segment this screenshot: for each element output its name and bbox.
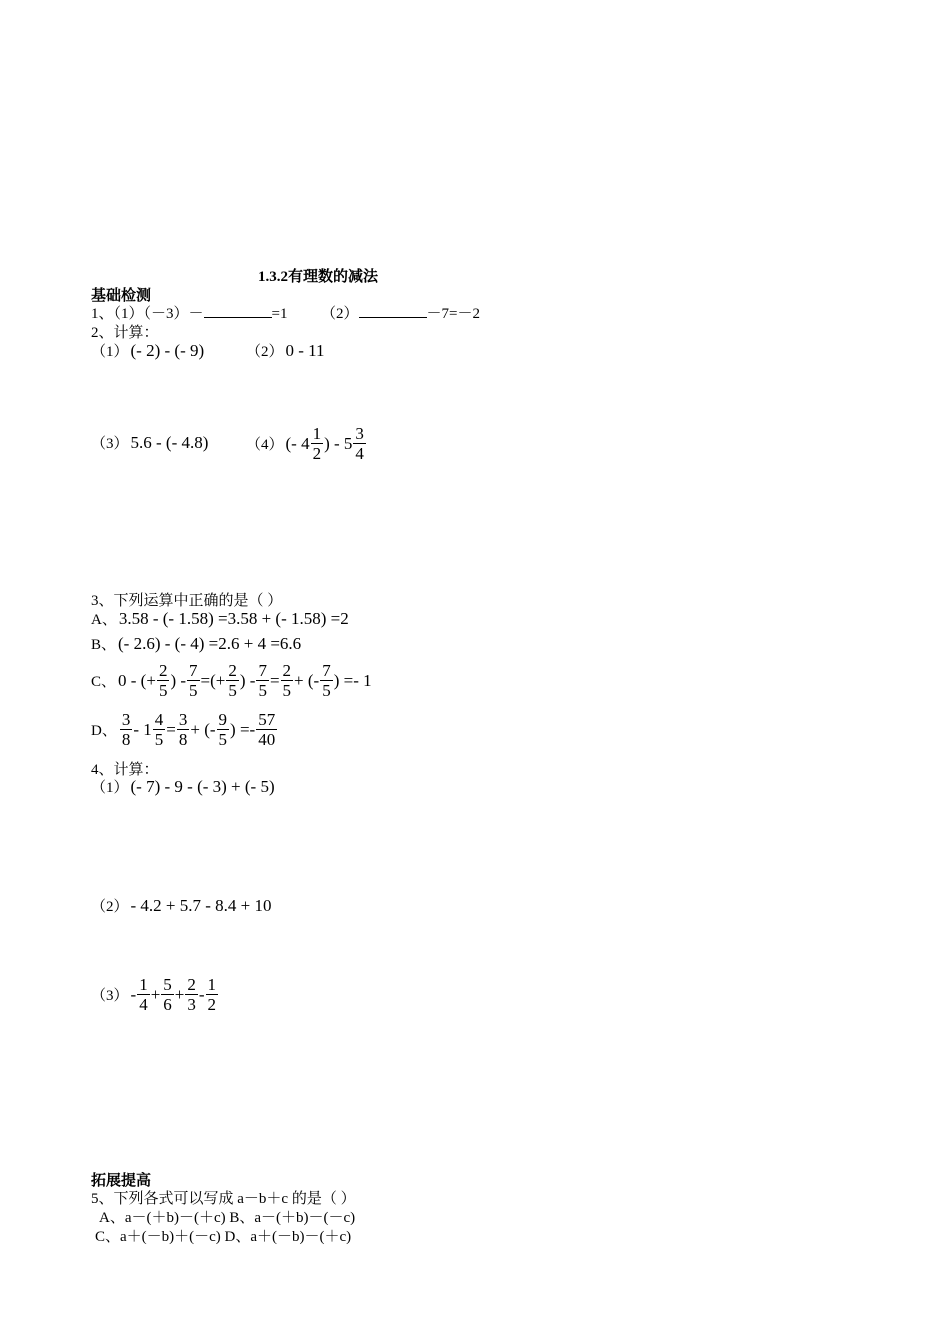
q2-p4-fraction-1: $\frac{1}{2}$ bbox=[312, 424, 322, 463]
q3-a-label: A、 bbox=[91, 612, 117, 628]
q3-d-fraction: $\frac{4}{5}$ bbox=[154, 710, 164, 749]
q4-p3-term: + bbox=[174, 984, 185, 1004]
q3-b-expr: (- 2.6) - (- 4) =2.6 + 4 =6.6 bbox=[118, 634, 302, 653]
q1-part2-label: （2） bbox=[320, 306, 359, 322]
q3-c-fraction: $\frac{2}{5}$ bbox=[158, 661, 168, 700]
q4-p1-expr: (- 7) - 9 - (- 3) + (- 5) bbox=[130, 777, 275, 796]
q2-p1-expr: (- 2) - (- 9) bbox=[130, 341, 205, 360]
q3-c-fraction: $\frac{2}{5}$ bbox=[228, 661, 237, 700]
q3-c-term: ) - bbox=[170, 670, 187, 690]
q2-part-2 bbox=[246, 340, 325, 361]
q3-c-term: = bbox=[269, 670, 280, 690]
q2-part-4 bbox=[246, 424, 367, 463]
q3-c-term: ) - bbox=[239, 670, 256, 690]
q3-c-fraction: $\frac{7}{5}$ bbox=[258, 661, 267, 700]
q3-d-fraction: $\frac{9}{5}$ bbox=[218, 710, 228, 749]
q4-p2-expr: - 4.2 + 5.7 - 8.4 + 10 bbox=[130, 896, 272, 915]
q4-p3-label: （3） bbox=[91, 988, 129, 1004]
q1-blank-1 bbox=[204, 305, 272, 318]
q2-p1-label: （1） bbox=[91, 344, 129, 360]
q1-blank-2 bbox=[359, 305, 427, 318]
q3-c-fraction: $\frac{7}{5}$ bbox=[322, 661, 331, 700]
q2-part-1 bbox=[91, 340, 204, 361]
q3-b-label: B、 bbox=[91, 637, 117, 653]
q3-c-term: + (- bbox=[294, 670, 320, 690]
q2-p3-label: （3） bbox=[91, 436, 129, 452]
q1-prefix: 1、（1）（－3）－ bbox=[91, 306, 204, 322]
q3-option-b bbox=[91, 633, 301, 654]
q4-p3-term: + bbox=[150, 984, 161, 1004]
q3-c-fraction: $\frac{2}{5}$ bbox=[282, 661, 292, 700]
q3-option-a bbox=[91, 608, 349, 629]
q5-options-row-1: A、a－(＋b)－(＋c) B、a－(＋b)－(－c) bbox=[99, 1210, 356, 1226]
q3-c-term: 0 - (+ bbox=[118, 670, 156, 690]
q4-p3-fraction: $\frac{2}{3}$ bbox=[187, 975, 196, 1014]
q3-c-term: =(+ bbox=[200, 670, 226, 690]
q4-p3-fraction: $\frac{1}{2}$ bbox=[207, 975, 217, 1014]
q4-part-3 bbox=[91, 975, 219, 1014]
q4-p3-fraction: $\frac{1}{4}$ bbox=[139, 975, 148, 1014]
q2-p4-label: （4） bbox=[246, 437, 284, 453]
q3-option-d bbox=[91, 710, 278, 749]
q2-p2-label: （2） bbox=[246, 344, 284, 360]
q3-d-label: D、 bbox=[91, 723, 117, 739]
q2-p4-fraction-2: $\frac{3}{4}$ bbox=[355, 424, 364, 463]
q4-p1-label: （1） bbox=[91, 780, 129, 796]
q2-p3-expr: 5.6 - (- 4.8) bbox=[130, 433, 209, 452]
q3-d-term: ) =- bbox=[230, 719, 256, 739]
q3-c-term: ) =- 1 bbox=[333, 670, 372, 690]
q2-part-3 bbox=[91, 432, 208, 453]
section-extension: 拓展提高 bbox=[91, 1173, 152, 1189]
q1-eq1-rhs: =1 bbox=[271, 306, 288, 322]
page-title: 1.3.2有理数的减法 bbox=[258, 269, 379, 285]
question-4-label: 4、计算： bbox=[91, 762, 159, 778]
q3-d-term: + (- bbox=[190, 719, 216, 739]
section-basic-check: 基础检测 bbox=[91, 288, 152, 304]
q3-a-expr: 3.58 - (- 1.58) =3.58 + (- 1.58) =2 bbox=[118, 609, 349, 628]
q5-options-row-2: C、a＋(－b)＋(－c) D、a＋(－b)－(＋c) bbox=[95, 1229, 352, 1245]
q3-c-label: C、 bbox=[91, 674, 117, 690]
q4-p3-term: - bbox=[198, 984, 205, 1004]
q3-d-fraction: $\frac{57}{40}$ bbox=[258, 710, 276, 749]
q4-part-2 bbox=[91, 895, 272, 916]
q1-eq2-rhs: －7=－2 bbox=[426, 306, 480, 322]
question-3-label: 3、下列运算中正确的是（ ） bbox=[91, 593, 283, 609]
q2-p4-term-b: ) - 5 bbox=[324, 433, 353, 453]
q4-part-1 bbox=[91, 776, 275, 797]
q3-c-fraction: $\frac{7}{5}$ bbox=[189, 661, 198, 700]
q4-p3-fraction: $\frac{5}{6}$ bbox=[163, 975, 172, 1014]
q3-d-term: = bbox=[166, 719, 176, 739]
q4-p2-label: （2） bbox=[91, 899, 129, 915]
question-5-label: 5、下列各式可以写成 a－b＋c 的是（ ） bbox=[91, 1191, 356, 1207]
q3-d-fraction: $\frac{3}{8}$ bbox=[121, 710, 131, 749]
q2-p4-term-a: (- 4 bbox=[285, 433, 310, 453]
q3-option-c bbox=[91, 661, 372, 700]
question-2-label: 2、计算： bbox=[91, 325, 159, 341]
q4-p3-term: - bbox=[130, 984, 137, 1004]
q2-p2-expr: 0 - 11 bbox=[285, 341, 325, 360]
q3-d-term: - 1 bbox=[133, 719, 152, 739]
question-1 bbox=[91, 302, 480, 323]
q3-d-fraction: $\frac{3}{8}$ bbox=[178, 710, 188, 749]
